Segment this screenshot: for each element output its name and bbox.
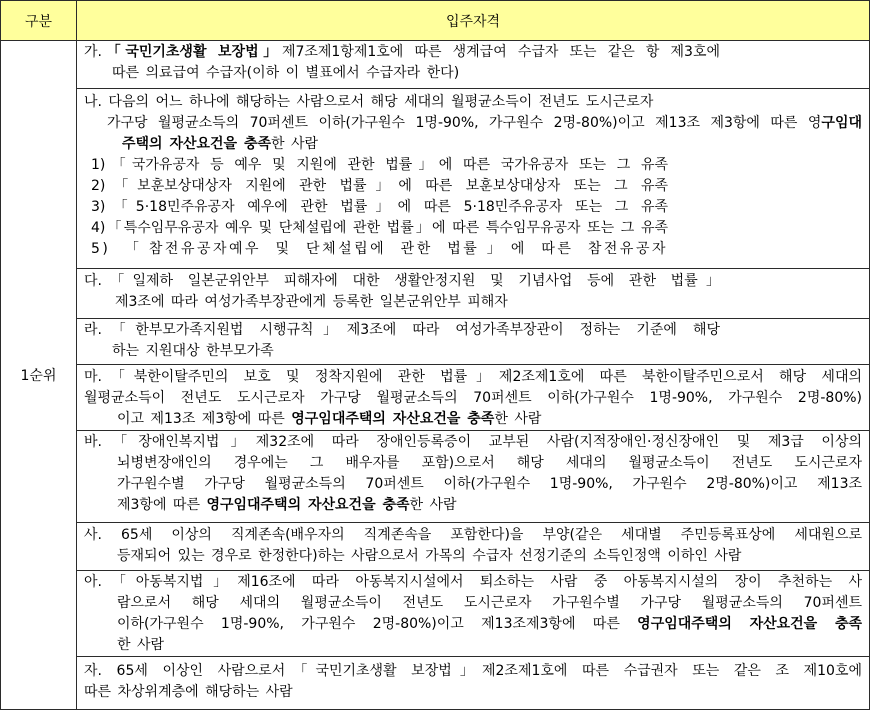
- qualification-item-a: [77, 571, 869, 656]
- bold-text-segment: 구임대: [821, 115, 862, 131]
- text-line: [77, 474, 869, 495]
- text-line: [77, 42, 869, 63]
- bold-text-segment: 영구임대주택의 자산요건을 충족: [637, 616, 862, 632]
- text-line: [77, 546, 869, 567]
- text-segment: 라.「한부모가족지원법 시행규칙」제3조에 따라 여성가족부장관이 정하는 기준에 해당: [84, 322, 720, 338]
- header-category: 구분: [1, 1, 76, 40]
- text-line: [77, 113, 869, 134]
- text-line: [77, 271, 869, 292]
- text-line: [77, 453, 869, 474]
- text-segment: 월평균소득이 전년도 도시근로자 가구당 월평균소득의 70퍼센트 이하(가구원수 1명-90%, 가구원수 2명-80%): [84, 390, 862, 406]
- text-segment: 2)「보훈보상대상자 지원에 관한 법률」에 따른 보훈보상대상자 또는 그 유족: [91, 178, 668, 194]
- text-line: [77, 367, 869, 388]
- sub-item-5: [77, 239, 869, 260]
- text-line: [77, 341, 869, 362]
- qualification-item-ma: [77, 365, 869, 430]
- sub-item-1: [77, 155, 869, 176]
- text-line: [77, 388, 869, 409]
- text-segment: 이하(가구원수 1명-90%, 가구원수 2명-80%)이고 제13조제3항에 따른: [117, 616, 638, 632]
- text-segment: 등재되어 있는 경우로 한정한다)하는 사람으로서 가목의 수급자 선정기준의 소득인정액 이하인 사람: [117, 548, 742, 564]
- text-line: [77, 635, 869, 656]
- text-segment: 자. 65세 이상인 사람으로서「국민기초생활 보장법」제2조제1호에 따른 수급권자 또는 같은 조 제10호에: [84, 663, 862, 679]
- rank-cell: [1, 41, 76, 709]
- text-segment: 3)「5·18민주유공자 예우에 관한 법률」에 따른 5·18민주유공자 또는 그 유족: [91, 199, 668, 215]
- text-line: [77, 525, 869, 546]
- header-qualification: 입주자격: [77, 1, 869, 40]
- text-line: [77, 92, 869, 113]
- text-segment: 한 사람: [409, 497, 457, 513]
- text-segment: 한 사람: [117, 637, 165, 653]
- text-segment: 가구당 월평균소득의 70퍼센트 이하(가구원수 1명-90%, 가구원수 2명-80%)이고 제13조 제3항에 따른 영: [107, 115, 822, 131]
- text-segment: 뇌병변장애인의 경우에는 그 배우자를 포함)으로서 해당 세대의 월평균소득이 전년도 도시근로자: [117, 455, 862, 471]
- bold-text-segment: 주택의 자산요건을 충족: [122, 136, 271, 152]
- text-segment: 가구원수별 가구당 월평균소득의 70퍼센트 이하(가구원수 1명-90%, 가구원수 2명-80%)이고 제13조: [117, 476, 862, 492]
- text-segment: 아.「아동복지법」제16조에 따라 아동복지시설에서 퇴소하는 사람 중 아동복지시설의 장이 추천하는 사: [84, 574, 862, 590]
- text-line: [77, 572, 869, 593]
- text-segment: 람으로서 해당 세대의 월평균소득이 전년도 도시근로자 가구원수별 가구당 월평균소득의 70퍼센트: [117, 595, 862, 611]
- qualification-item-ga: [77, 41, 869, 88]
- sub-item-2: [77, 176, 869, 197]
- text-segment: 제7조제1항제1호에 따른 생계급여 수급자 또는 같은 항 제3호에: [281, 44, 720, 60]
- sub-item-4: [77, 218, 869, 239]
- qualification-item-sa: [77, 523, 869, 570]
- sub-item-3: [77, 197, 869, 218]
- qualification-item-da: [77, 269, 869, 318]
- bold-law-title: 「국민기초생활 보장법」: [101, 44, 282, 60]
- text-segment: 사. 65세 이상의 직계존속(배우자의 직계존속을 포함한다)을 부양(같은 세대별 주민등록표상에 세대원으로: [84, 527, 862, 543]
- qualification-item-na: [77, 89, 869, 268]
- qualification-item-ra: [77, 319, 869, 364]
- text-segment: 마.「북한이탈주민의 보호 및 정착지원에 관한 법률」제2조제1호에 따른 북한이탈주민으로서 해당 세대의: [84, 369, 862, 385]
- text-segment: 따른 의료급여 수급자(이하 이 별표에서 수급자라 한다): [112, 65, 460, 81]
- text-segment: 이고 제13조 제3항에 따른: [117, 411, 292, 427]
- text-segment: 제3조에 따라 여성가족부장관에게 등록한 일본군위안부 피해자: [115, 294, 508, 310]
- text-line: [77, 593, 869, 614]
- text-segment: 하는 지원대상 한부모가족: [112, 343, 274, 359]
- text-line: [77, 409, 869, 430]
- text-line: [77, 320, 869, 341]
- bold-text-segment: 영구임대주택의 자산요건을 충족: [291, 411, 495, 427]
- text-segment: 다.「일제하 일본군위안부 피해자에 대한 생활안정지원 및 기념사업 등에 관한 법률」: [84, 273, 720, 289]
- text-segment: 한 사람: [494, 411, 542, 427]
- rank-label: 1순위: [20, 368, 57, 384]
- text-line: [77, 134, 869, 155]
- text-segment: 바.「장애인복지법」제32조에 따라 장애인등록증이 교부된 사람(지적장애인·정신장애인 및 제3급 이상의: [84, 434, 862, 450]
- text-line: [77, 292, 869, 313]
- qualification-item-ja: [77, 657, 869, 709]
- text-segment: 가.: [84, 44, 102, 60]
- text-line: [77, 432, 869, 453]
- text-line: [77, 63, 869, 84]
- text-line: [77, 614, 869, 635]
- qualification-item-ba: [77, 431, 869, 522]
- text-segment: 1)「국가유공자 등 예우 및 지원에 관한 법률」에 따른 국가유공자 또는 그 유족: [91, 157, 668, 173]
- text-segment: 나. 다음의 어느 하나에 해당하는 사람으로서 해당 세대의 월평균소득이 전년도 도시근로자: [84, 94, 654, 110]
- text-line: [77, 495, 869, 516]
- text-segment: 5) 「참전유공자예우 및 단체설립에 관한 법률」에 따른 참전유공자: [91, 241, 668, 257]
- text-segment: 4)「특수임무유공자 예우 및 단체설립에 관한 법률」에 따른 특수임무유공자 또는 그 유족: [91, 220, 668, 236]
- text-line: [77, 682, 869, 703]
- text-segment: 제3항에 따른: [117, 497, 207, 513]
- bold-text-segment: 영구임대주택의 자산요건을 충족: [206, 497, 410, 513]
- text-segment: 따른 차상위계층에 해당하는 사람: [84, 684, 293, 700]
- text-segment: 한 사람: [271, 136, 319, 152]
- text-line: [77, 661, 869, 682]
